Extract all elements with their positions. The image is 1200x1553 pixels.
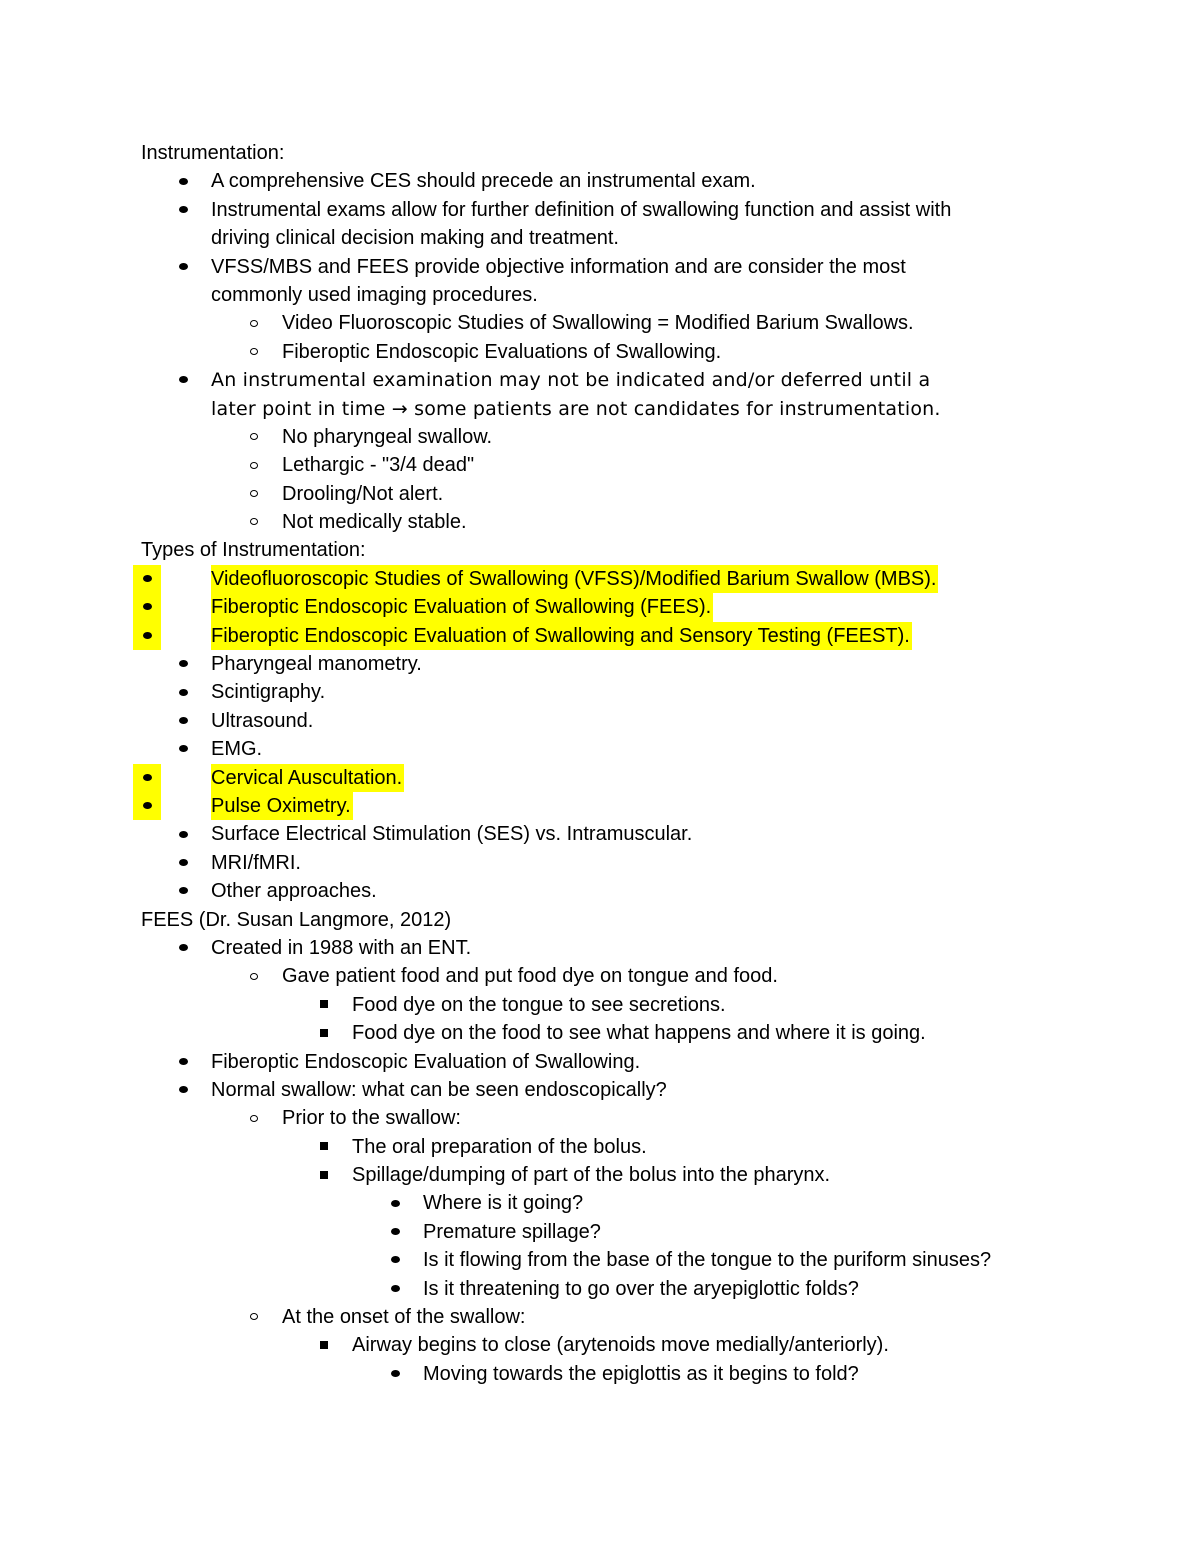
list-item: An instrumental examination may not be indicated and/or deferred until a bbox=[141, 366, 1141, 394]
bullet-disc-icon bbox=[176, 707, 190, 735]
list-item-highlighted: Pulse Oximetry. bbox=[141, 792, 1141, 820]
list-item: Not medically stable. bbox=[141, 508, 1141, 536]
section-heading-types: Types of Instrumentation: bbox=[141, 539, 366, 562]
list-item: Drooling/Not alert. bbox=[141, 480, 1141, 508]
bullet-circle-icon bbox=[247, 451, 261, 479]
list-item-continuation: driving clinical decision making and treatment. bbox=[211, 227, 619, 250]
bullet-disc-icon bbox=[176, 253, 190, 281]
bullet-disc-icon bbox=[388, 1189, 402, 1217]
list-item: The oral preparation of the bolus. bbox=[141, 1133, 1141, 1161]
list-item: Fiberoptic Endoscopic Evaluations of Swallowing. bbox=[141, 338, 1141, 366]
bullet-disc-icon bbox=[133, 764, 161, 792]
bullet-disc-icon bbox=[388, 1360, 402, 1388]
list-item: Fiberoptic Endoscopic Evaluation of Swallowing. bbox=[141, 1048, 1141, 1076]
bullet-square-icon bbox=[317, 1331, 331, 1359]
bullet-disc-icon bbox=[176, 167, 190, 195]
list-item: Where is it going? bbox=[141, 1189, 1141, 1217]
list-item-highlighted: Fiberoptic Endoscopic Evaluation of Swallowing and Sensory Testing (FEEST). bbox=[141, 622, 1141, 650]
bullet-disc-icon bbox=[176, 877, 190, 905]
bullet-circle-icon bbox=[247, 423, 261, 451]
section-heading-instrumentation: Instrumentation: bbox=[141, 142, 285, 164]
bullet-disc-icon bbox=[176, 1048, 190, 1076]
document-page bbox=[141, 139, 1141, 1388]
bullet-disc-icon bbox=[176, 1076, 190, 1104]
list-item: Spillage/dumping of part of the bolus into the pharynx. bbox=[141, 1161, 1141, 1189]
bullet-disc-icon bbox=[388, 1246, 402, 1274]
list-item: Ultrasound. bbox=[141, 707, 1141, 735]
bullet-circle-icon bbox=[247, 1303, 261, 1331]
bullet-square-icon bbox=[317, 991, 331, 1019]
list-item: Scintigraphy. bbox=[141, 678, 1141, 706]
bullet-circle-icon bbox=[247, 962, 261, 990]
list-item: Surface Electrical Stimulation (SES) vs. Intramuscular. bbox=[141, 820, 1141, 848]
bullet-disc-icon bbox=[133, 565, 161, 593]
list-item: Normal swallow: what can be seen endoscopically? bbox=[141, 1076, 1141, 1104]
list-item-continuation: commonly used imaging procedures. bbox=[211, 283, 538, 306]
list-item: At the onset of the swallow: bbox=[141, 1303, 1141, 1331]
bullet-circle-icon bbox=[247, 480, 261, 508]
bullet-square-icon bbox=[317, 1133, 331, 1161]
bullet-disc-icon bbox=[176, 934, 190, 962]
bullet-circle-icon bbox=[247, 309, 261, 337]
bullet-disc-icon bbox=[176, 196, 190, 224]
bullet-disc-icon bbox=[176, 735, 190, 763]
list-item: Is it flowing from the base of the tongue to the puriform sinuses? bbox=[141, 1246, 1141, 1274]
list-item: Is it threatening to go over the aryepiglottic folds? bbox=[141, 1275, 1141, 1303]
list-item-highlighted: Videofluoroscopic Studies of Swallowing (VFSS)/Modified Barium Swallow (MBS). bbox=[141, 565, 1141, 593]
list-item: Prior to the swallow: bbox=[141, 1104, 1141, 1132]
bullet-disc-icon bbox=[176, 366, 190, 394]
bullet-disc-icon bbox=[388, 1275, 402, 1303]
bullet-disc-icon bbox=[176, 678, 190, 706]
list-item: Video Fluoroscopic Studies of Swallowing = Modified Barium Swallows. bbox=[141, 309, 1141, 337]
list-item: Premature spillage? bbox=[141, 1218, 1141, 1246]
bullet-disc-icon bbox=[133, 792, 161, 820]
bullet-circle-icon bbox=[247, 338, 261, 366]
list-item: No pharyngeal swallow. bbox=[141, 423, 1141, 451]
list-item: Created in 1988 with an ENT. bbox=[141, 934, 1141, 962]
list-item-highlighted: Fiberoptic Endoscopic Evaluation of Swallowing (FEES). bbox=[141, 593, 1141, 621]
bullet-disc-icon bbox=[176, 849, 190, 877]
bullet-disc-icon bbox=[133, 622, 161, 650]
list-item: VFSS/MBS and FEES provide objective information and are consider the most bbox=[141, 253, 1141, 281]
list-item: Other approaches. bbox=[141, 877, 1141, 905]
list-item: A comprehensive CES should precede an instrumental exam. bbox=[141, 167, 1141, 195]
list-item: Lethargic - "3/4 dead" bbox=[141, 451, 1141, 479]
list-item: Food dye on the food to see what happens and where it is going. bbox=[141, 1019, 1141, 1047]
list-item-highlighted: Cervical Auscultation. bbox=[141, 764, 1141, 792]
bullet-disc-icon bbox=[133, 593, 161, 621]
section-heading-fees: FEES (Dr. Susan Langmore, 2012) bbox=[141, 908, 452, 931]
list-item: MRI/fMRI. bbox=[141, 849, 1141, 877]
list-item: Food dye on the tongue to see secretions. bbox=[141, 991, 1141, 1019]
bullet-disc-icon bbox=[388, 1218, 402, 1246]
list-item: Pharyngeal manometry. bbox=[141, 650, 1141, 678]
list-item: Airway begins to close (arytenoids move medially/anteriorly). bbox=[141, 1331, 1141, 1359]
list-item: Gave patient food and put food dye on tongue and food. bbox=[141, 962, 1141, 990]
bullet-circle-icon bbox=[247, 1104, 261, 1132]
list-item: EMG. bbox=[141, 735, 1141, 763]
list-item-continuation: later point in time → some patients are not candidates for instrumentation. bbox=[211, 397, 941, 420]
bullet-disc-icon bbox=[176, 820, 190, 848]
bullet-disc-icon bbox=[176, 650, 190, 678]
list-item: Instrumental exams allow for further definition of swallowing function and assist with bbox=[141, 196, 1141, 224]
bullet-square-icon bbox=[317, 1019, 331, 1047]
list-item: Moving towards the epiglottis as it begins to fold? bbox=[141, 1360, 1141, 1388]
bullet-square-icon bbox=[317, 1161, 331, 1189]
bullet-circle-icon bbox=[247, 508, 261, 536]
